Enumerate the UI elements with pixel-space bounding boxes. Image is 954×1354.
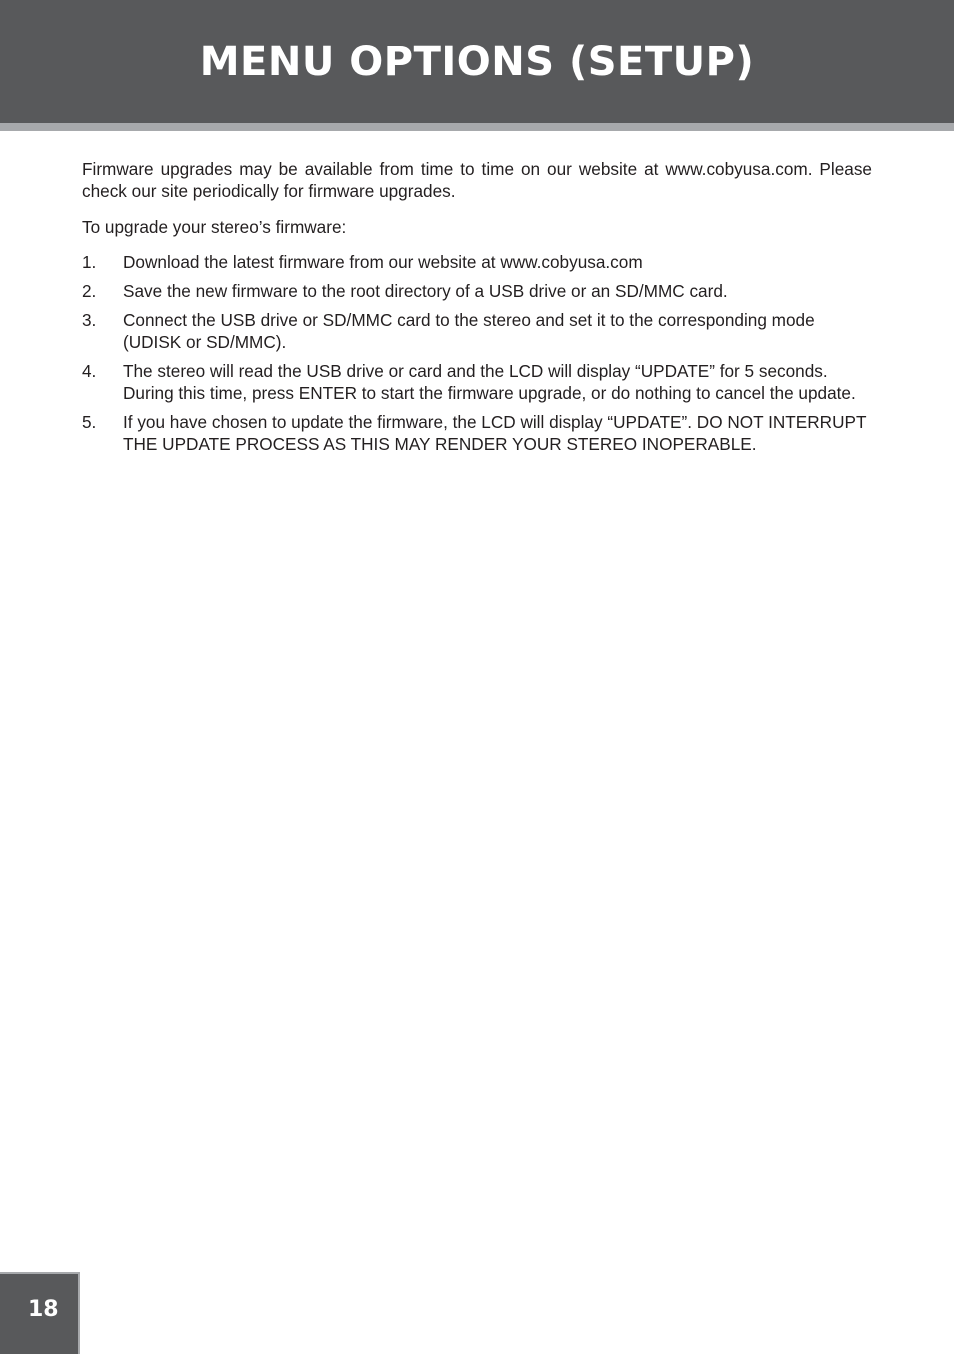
header-divider xyxy=(0,123,954,131)
step-number: 5. xyxy=(82,412,97,432)
list-item xyxy=(82,360,872,404)
step-text: The stereo will read the USB drive or card and the LCD will display “UPDATE” for 5 seconds. During this time, press ENTER to start the firmware upgrade, or do nothing to cancel the update. xyxy=(123,361,856,403)
page-number: 18 xyxy=(28,1297,59,1322)
step-number: 1. xyxy=(82,252,97,272)
page-number-tab xyxy=(0,1272,80,1354)
step-number: 4. xyxy=(82,361,97,381)
list-item xyxy=(82,411,872,455)
main-content xyxy=(82,158,872,462)
intro-paragraph: Firmware upgrades may be available from time to time on our website at www.cobyusa.com. Please check our site periodically for firmware upgrades. xyxy=(82,159,872,201)
instructions-lead: To upgrade your stereo’s firmware: xyxy=(82,217,347,237)
list-item xyxy=(82,309,872,353)
list-item xyxy=(82,280,872,302)
list-item xyxy=(82,251,872,273)
page-title: MENU OPTIONS (SETUP) xyxy=(199,39,755,85)
upgrade-steps-list xyxy=(82,251,872,455)
step-number: 3. xyxy=(82,310,97,330)
step-text: Connect the USB drive or SD/MMC card to the stereo and set it to the corresponding mode (UDISK or SD/MMC). xyxy=(123,310,815,352)
step-text: If you have chosen to update the firmware, the LCD will display “UPDATE”. DO NOT INTERRUPT THE UPDATE PROCESS AS THIS MAY RENDER YOUR STEREO INOPERABLE. xyxy=(123,412,867,454)
step-number: 2. xyxy=(82,281,97,301)
step-text: Download the latest firmware from our website at www.cobyusa.com xyxy=(123,252,643,272)
step-text: Save the new firmware to the root directory of a USB drive or an SD/MMC card. xyxy=(123,281,728,301)
